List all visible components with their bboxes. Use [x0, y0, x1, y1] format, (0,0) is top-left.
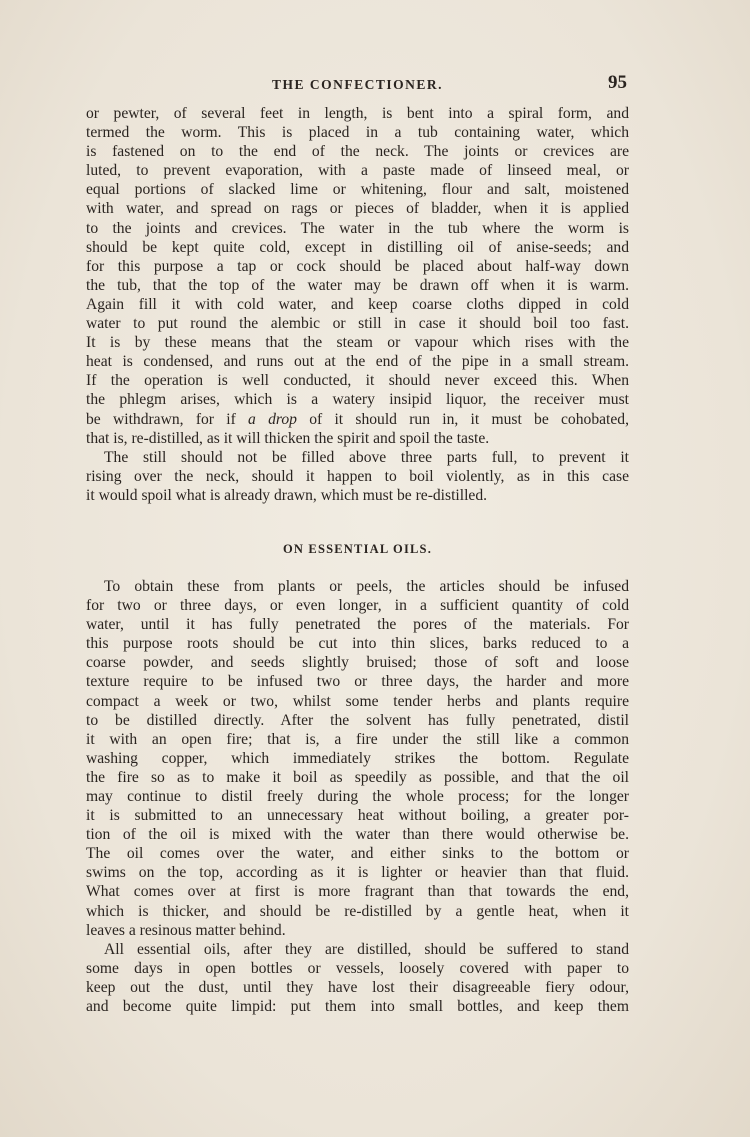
text-line: which is thicker, and should be re-distilled by a gentle heat, when it [86, 902, 629, 920]
text-segment: of it should run in, it must be cohobated, [296, 410, 629, 428]
page-header [86, 74, 629, 96]
text-line: should be kept quite cold, except in distilling oil of anise-seeds; and [86, 238, 629, 256]
text-line: coarse powder, and seeds slightly bruised; those of soft and loose [86, 654, 629, 672]
text-line: to be distilled directly. After the solvent has fully penetrated, distil [86, 711, 629, 729]
text-line: keep out the dust, until they have lost their disagreeable fiery odour, [86, 978, 629, 996]
text-line: leaves a resinous matter behind. [86, 921, 286, 939]
text-line: the phlegm arises, which is a watery insipid liquor, the receiver must [86, 391, 629, 409]
text-line: for two or three days, or even longer, in a sufficient quantity of cold [86, 597, 629, 615]
text-line: that is, re-distilled, as it will thicken the spirit and spoil the taste. [86, 429, 490, 447]
text-line: The still should not be filled above three parts full, to prevent it [104, 448, 629, 466]
text-line: heat is condensed, and runs out at the end of the pipe in a small stream. [86, 353, 629, 371]
text-line: with water, and spread on rags or pieces of bladder, when it is applied [86, 200, 629, 218]
text-line: the fire so as to make it boil as speedily as possible, and that the oil [86, 768, 629, 786]
text-line: If the operation is well conducted, it should never exceed this. When [86, 372, 629, 390]
text-line: The oil comes over the water, and either sinks to the bottom or [86, 845, 629, 863]
text-line: Again fill it with cold water, and keep coarse cloths dipped in cold [86, 295, 629, 313]
text-line: luted, to prevent evaporation, with a paste made of linseed meal, or [86, 162, 629, 180]
text-line: To obtain these from plants or peels, the articles should be infused [104, 577, 629, 595]
text-line: water to put round the alembic or still in case it should boil too fast. [86, 315, 629, 333]
text-line: It is by these means that the steam or vapour which rises with the [86, 334, 629, 352]
text-line: this purpose roots should be cut into thin slices, barks reduced to a [86, 635, 629, 653]
text-line: it with an open fire; that is, a fire under the still like a common [86, 730, 629, 748]
text-line: is fastened on to the end of the neck. The joints or crevices are [86, 143, 629, 161]
text-line: or pewter, of several feet in length, is bent into a spiral form, and [86, 105, 629, 122]
section-heading: ON ESSENTIAL OILS. [282, 541, 433, 556]
text-line: compact a week or two, whilst some tender herbs and plants require [86, 692, 629, 710]
paragraph-distilling-worm [86, 104, 629, 448]
text-line: rising over the neck, should it happen to boil violently, as in this case [86, 467, 629, 485]
page-body [86, 104, 629, 1016]
text-line: some days in open bottles or vessels, loosely covered with paper to [86, 959, 629, 977]
text-line: washing copper, which immediately strikes the bottom. Regulate [86, 749, 629, 767]
paragraph-still-filling [86, 448, 629, 505]
page-number: 95 [608, 72, 627, 93]
text-line: and become quite limpid: put them into small bottles, and keep them [86, 998, 629, 1016]
text-line: water, until it has fully penetrated the pores of the materials. For [86, 616, 629, 634]
text-line: the tub, that the top of the water may be drawn off when it is warm. [86, 276, 629, 294]
text-line: texture require to be infused two or three days, the harder and more [86, 673, 629, 691]
paragraph-obtaining-oils [86, 577, 629, 940]
text-line [86, 410, 629, 429]
text-line: to the joints and crevices. The water in the tub where the worm is [86, 219, 629, 237]
text-line: equal portions of slacked lime or whitening, flour and salt, moistened [86, 181, 629, 199]
text-line: for this purpose a tap or cock should be placed about half-way down [86, 257, 629, 275]
text-line: it is submitted to an unnecessary heat without boiling, a greater por- [86, 807, 629, 825]
text-line: All essential oils, after they are distilled, should be suffered to stand [104, 940, 629, 958]
text-line: it would spoil what is already drawn, which must be re-distilled. [86, 486, 488, 504]
text-line: What comes over at first is more fragrant than that towards the end, [86, 883, 629, 901]
text-line: may continue to distil freely during the whole process; for the longer [86, 788, 629, 805]
running-head: THE CONFECTIONER. [271, 77, 444, 92]
italic-phrase: a drop [248, 410, 297, 428]
text-line: termed the worm. This is placed in a tub containing water, which [86, 124, 629, 142]
text-line: swims on the top, according as it is lighter or heavier than that fluid. [86, 864, 629, 882]
paragraph-storing-oils [86, 940, 629, 1016]
text-line: tion of the oil is mixed with the water than there would otherwise be. [86, 826, 629, 844]
text-segment: be withdrawn, for if [86, 410, 249, 428]
